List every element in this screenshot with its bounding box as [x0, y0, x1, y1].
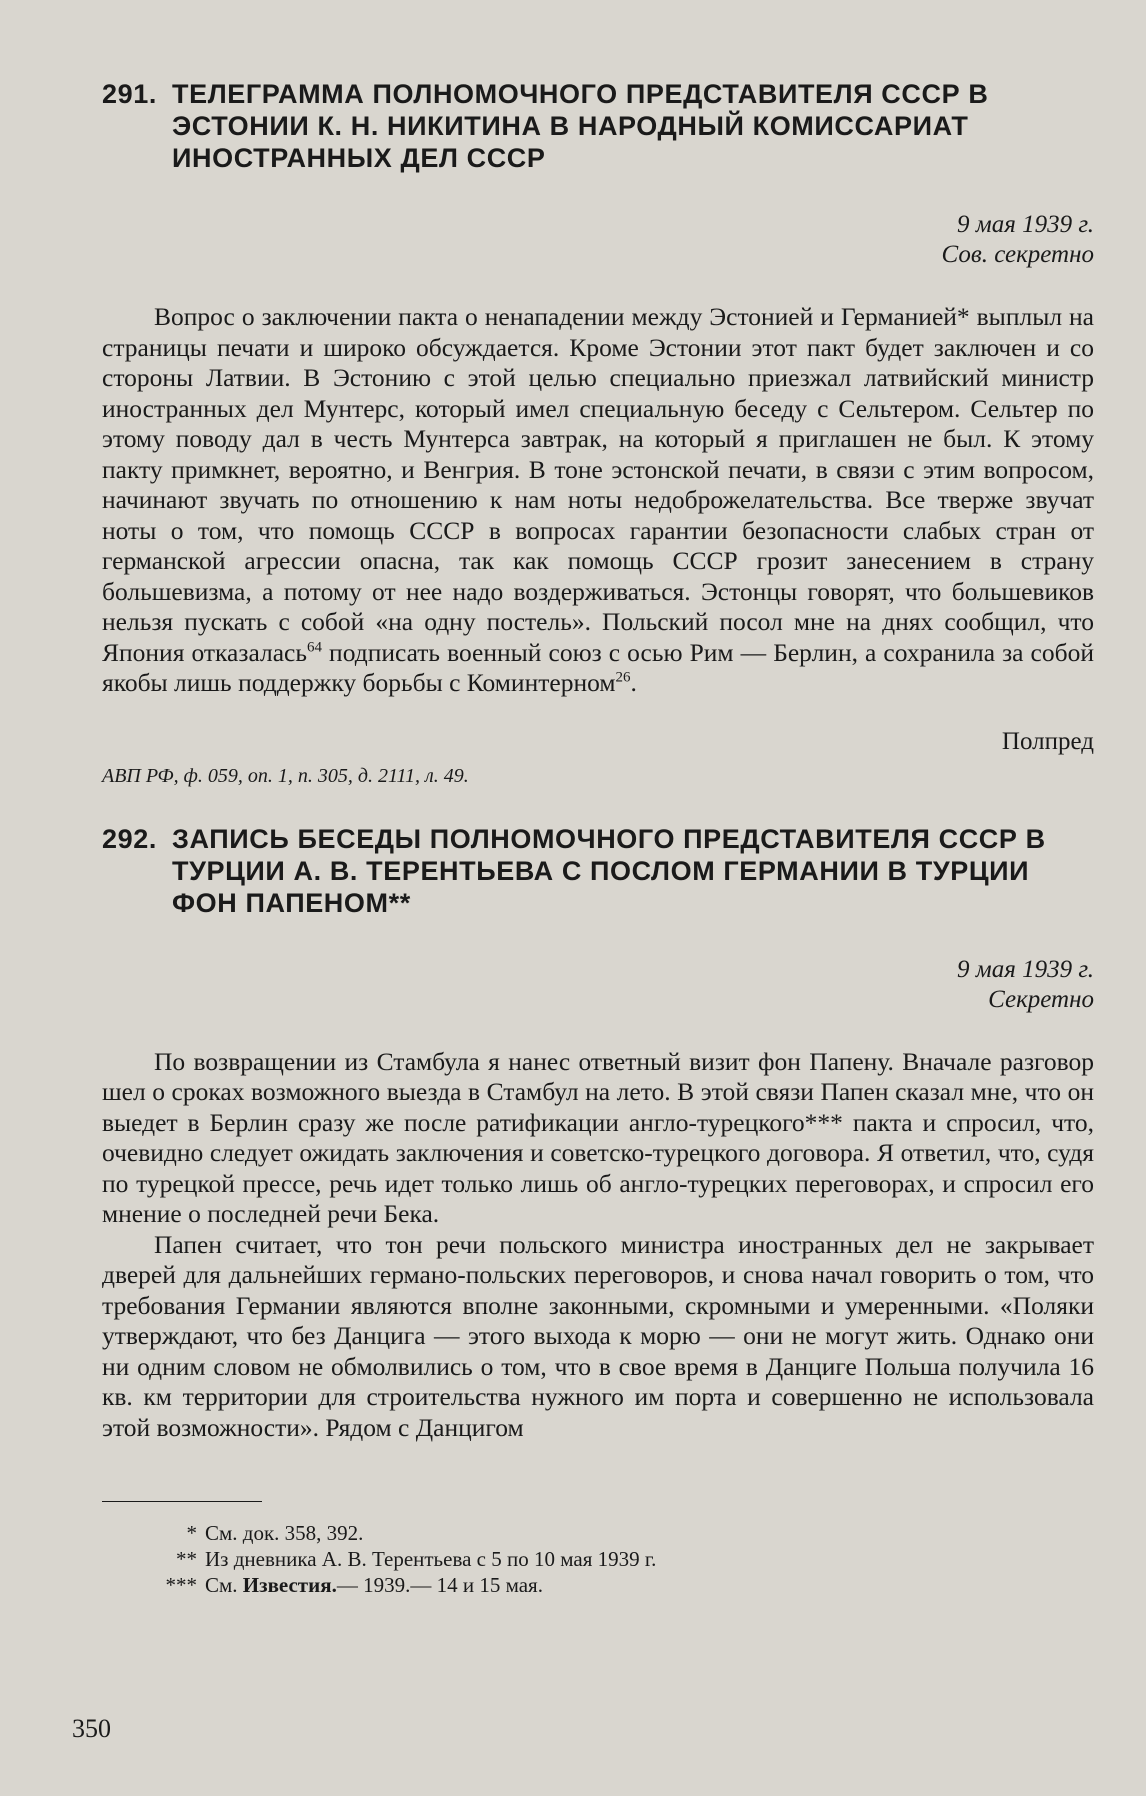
archive-reference: АВП РФ, ф. 059, оп. 1, п. 305, д. 2111, л. 49. — [102, 764, 469, 787]
footnote — [102, 1546, 1094, 1572]
paragraph-text: Вопрос о заключении пакта о ненападении между Эстонией и Германией* выплыл на страницы печати и широко обсуждается. Кроме Эстонии этот пакт будет заключен и со стороны Латвии. В Эстонию с этой целью специально приезжал латвийский министр иностранных дел Мунтерс, который имел специальную беседу с Сельтером. Сельтер по этому поводу дал в честь Мунтерса завтрак, на который я приглашен не был. К этому пакту примкнет, вероятно, и Венгрия. В тоне эстонской печати, в связи с этим вопросом, начинают звучать по отношению к нам ноты недоброжелательства. Все тверже звучат ноты о том, что помощь СССР в вопросах гарантии безопасности слабых стран от германской агрессии опасна, так как помощь СССР грозит занесением в страну большевизма, а потому от нее надо воздерживаться. Эстонцы говорят, что большевиков нельзя пускать с собой «на одну постель». Польский посол мне на днях сообщил, что Япония отказалась — [102, 302, 1094, 667]
footnote-source: Известия. — [242, 1573, 337, 1597]
classification-mark: Сов. секретно — [941, 241, 1094, 268]
document-heading — [102, 823, 1094, 919]
footnote — [102, 1572, 1094, 1598]
body-paragraph — [102, 302, 1094, 699]
document-date: 9 мая 1939 г. — [957, 211, 1094, 238]
reference-number: 64 — [306, 639, 322, 655]
document-heading — [102, 78, 1094, 174]
footnote — [102, 1520, 1094, 1546]
body-paragraph: По возвращении из Стамбула я нанес ответный визит фон Папену. Вначале разговор шел о сроках возможного выезда в Стамбул на лето. В этой связи Папен сказал мне, что он выедет в Берлин сразу же после ратификации англо-турецкого*** пакта и спросил, что, очевидно следует ожидать заключения и советско-турецкого договора. Я ответил, что, судя по турецкой прессе, речь идет только лишь об англо-турецких переговорах, и спросил его мнение о последней речи Бека. — [102, 1046, 1094, 1228]
document-title: ЗАПИСЬ БЕСЕДЫ ПОЛНОМОЧНОГО ПРЕДСТАВИТЕЛЯ СССР В ТУРЦИИ А. В. ТЕРЕНТЬЕВА С ПОСЛОМ ГЕРМАНИИ В ТУРЦИИ ФОН ПАПЕНОМ** — [172, 823, 1046, 918]
footnote-divider — [102, 1501, 262, 1502]
page-number: 350 — [72, 1714, 111, 1743]
signature: Полпред — [1001, 727, 1094, 755]
document-291 — [102, 78, 1094, 789]
document-292 — [102, 823, 1094, 1444]
document-number: 291. — [102, 79, 157, 109]
footnote-text: Из дневника А. В. Терентьева с 5 по 10 мая 1939 г. — [205, 1547, 657, 1571]
footnote-mark: ** — [176, 1547, 197, 1571]
footnote-text — [205, 1572, 543, 1598]
footnote-text: См. док. 358, 392. — [205, 1521, 364, 1545]
footnotes — [102, 1520, 1094, 1598]
classification-mark: Секретно — [988, 985, 1094, 1013]
paragraph-text: подписать военный союз с осью Рим — Берлин, а сохранила за собой якобы лишь поддержку борьбы с Коминтерном — [102, 637, 1094, 697]
document-number: 292. — [102, 823, 157, 854]
document-date: 9 мая 1939 г. — [957, 955, 1094, 983]
paragraph-text: . — [630, 668, 637, 697]
body-paragraph: Папен считает, что тон речи польского министра иностранных дел не закрывает дверей для дальнейших германо-польских переговоров, и снова начал говорить о том, что требования Германии являются вполне законными, скромными и умеренными. «Поляки утверждают, что без Данцига — этого выхода к морю — они не могут жить. Однако они ни одним словом не обмолвились о том, что в свое время в Данциге Польша получила 16 кв. км территории для строительства нужного им порта и совершенно не использовала этой возможности». Рядом с Данцигом — [102, 1229, 1094, 1442]
footnote-text-part: — 1939.— 14 и 15 мая. — [336, 1573, 543, 1597]
document-title: ТЕЛЕГРАММА ПОЛНОМОЧНОГО ПРЕДСТАВИТЕЛЯ СССР В ЭСТОНИИ К. Н. НИКИТИНА В НАРОДНЫЙ КОМИССАРИАТ ИНОСТРАННЫХ ДЕЛ СССР — [172, 79, 989, 173]
reference-number: 26 — [615, 669, 631, 686]
footnote-mark: *** — [165, 1573, 197, 1597]
footnote-mark: * — [186, 1521, 197, 1545]
footnote-text-part: См. — [205, 1573, 243, 1597]
